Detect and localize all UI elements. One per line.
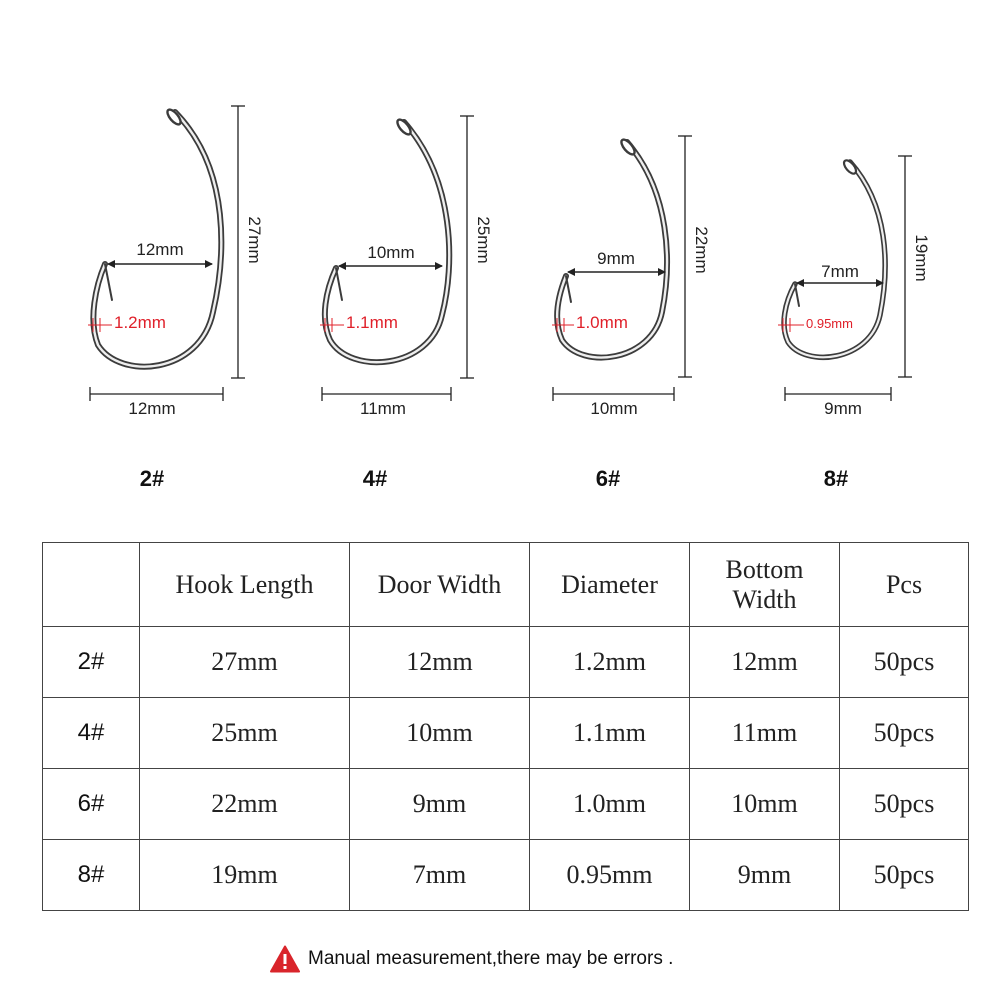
cell-bottom-width: 9mm	[690, 840, 840, 911]
header-cell-door-width: Door Width	[350, 543, 530, 627]
hook-4-length-label: 25mm	[474, 216, 493, 264]
hook-2-door-width-label: 12mm	[136, 240, 184, 259]
cell-pcs: 50pcs	[840, 769, 969, 840]
header-cell-bottom-width: Bottom Width	[690, 543, 840, 627]
cell-door-width: 7mm	[350, 840, 530, 911]
hook-4	[320, 116, 493, 418]
hook-6-diameter-label: 1.0mm	[576, 313, 628, 332]
hook-8	[778, 156, 931, 418]
hook-size-label-6: 6#	[595, 466, 621, 491]
cell-size: 4#	[43, 698, 140, 769]
cell-hook-length: 19mm	[140, 840, 350, 911]
hook-size-label-8: 8#	[823, 466, 849, 491]
cell-bottom-width: 12mm	[690, 627, 840, 698]
cell-pcs: 50pcs	[840, 627, 969, 698]
cell-pcs: 50pcs	[840, 840, 969, 911]
hook-8-door-width-label: 7mm	[821, 262, 859, 281]
hook-6-length-label: 22mm	[692, 226, 711, 274]
hook-4-diameter-label: 1.1mm	[346, 313, 398, 332]
hook-8-length-label: 19mm	[912, 234, 931, 282]
cell-pcs: 50pcs	[840, 698, 969, 769]
cell-door-width: 9mm	[350, 769, 530, 840]
cell-hook-length: 27mm	[140, 627, 350, 698]
cell-hook-length: 22mm	[140, 769, 350, 840]
hook-6	[552, 136, 711, 418]
cell-door-width: 10mm	[350, 698, 530, 769]
table-row	[43, 627, 969, 698]
hook-8-bottom-width-label: 9mm	[824, 399, 862, 418]
cell-diameter: 0.95mm	[530, 840, 690, 911]
table-row	[43, 840, 969, 911]
hook-spec-table	[42, 542, 969, 911]
cell-bottom-width: 11mm	[690, 698, 840, 769]
hook-size-label-2: 2#	[139, 466, 165, 491]
header-cell-hook-length: Hook Length	[140, 543, 350, 627]
cell-size: 2#	[43, 627, 140, 698]
hook-size-label-4: 4#	[362, 466, 388, 491]
measurement-note-text: Manual measurement,there may be errors .	[308, 948, 674, 969]
header-cell-size	[43, 543, 140, 627]
header-cell-diameter: Diameter	[530, 543, 690, 627]
hook-4-door-width-label: 10mm	[367, 243, 415, 262]
cell-diameter: 1.2mm	[530, 627, 690, 698]
warning-triangle-icon	[270, 945, 300, 973]
cell-size: 6#	[43, 769, 140, 840]
hook-2-diameter-label: 1.2mm	[114, 313, 166, 332]
measurement-note	[270, 944, 673, 974]
hook-2	[88, 106, 264, 418]
hook-2-bottom-width-label: 12mm	[128, 399, 176, 418]
hook-6-bottom-width-label: 10mm	[590, 399, 638, 418]
header-cell-pcs: Pcs	[840, 543, 969, 627]
hook-4-bottom-width-label: 11mm	[360, 399, 406, 418]
cell-hook-length: 25mm	[140, 698, 350, 769]
cell-bottom-width: 10mm	[690, 769, 840, 840]
hook-2-length-label: 27mm	[245, 216, 264, 264]
hook-8-diameter-label: 0.95mm	[806, 316, 853, 331]
table-header-row	[43, 543, 969, 627]
cell-size: 8#	[43, 840, 140, 911]
cell-diameter: 1.0mm	[530, 769, 690, 840]
cell-diameter: 1.1mm	[530, 698, 690, 769]
table-row	[43, 769, 969, 840]
hook-6-door-width-label: 9mm	[597, 249, 635, 268]
table-row	[43, 698, 969, 769]
cell-door-width: 12mm	[350, 627, 530, 698]
